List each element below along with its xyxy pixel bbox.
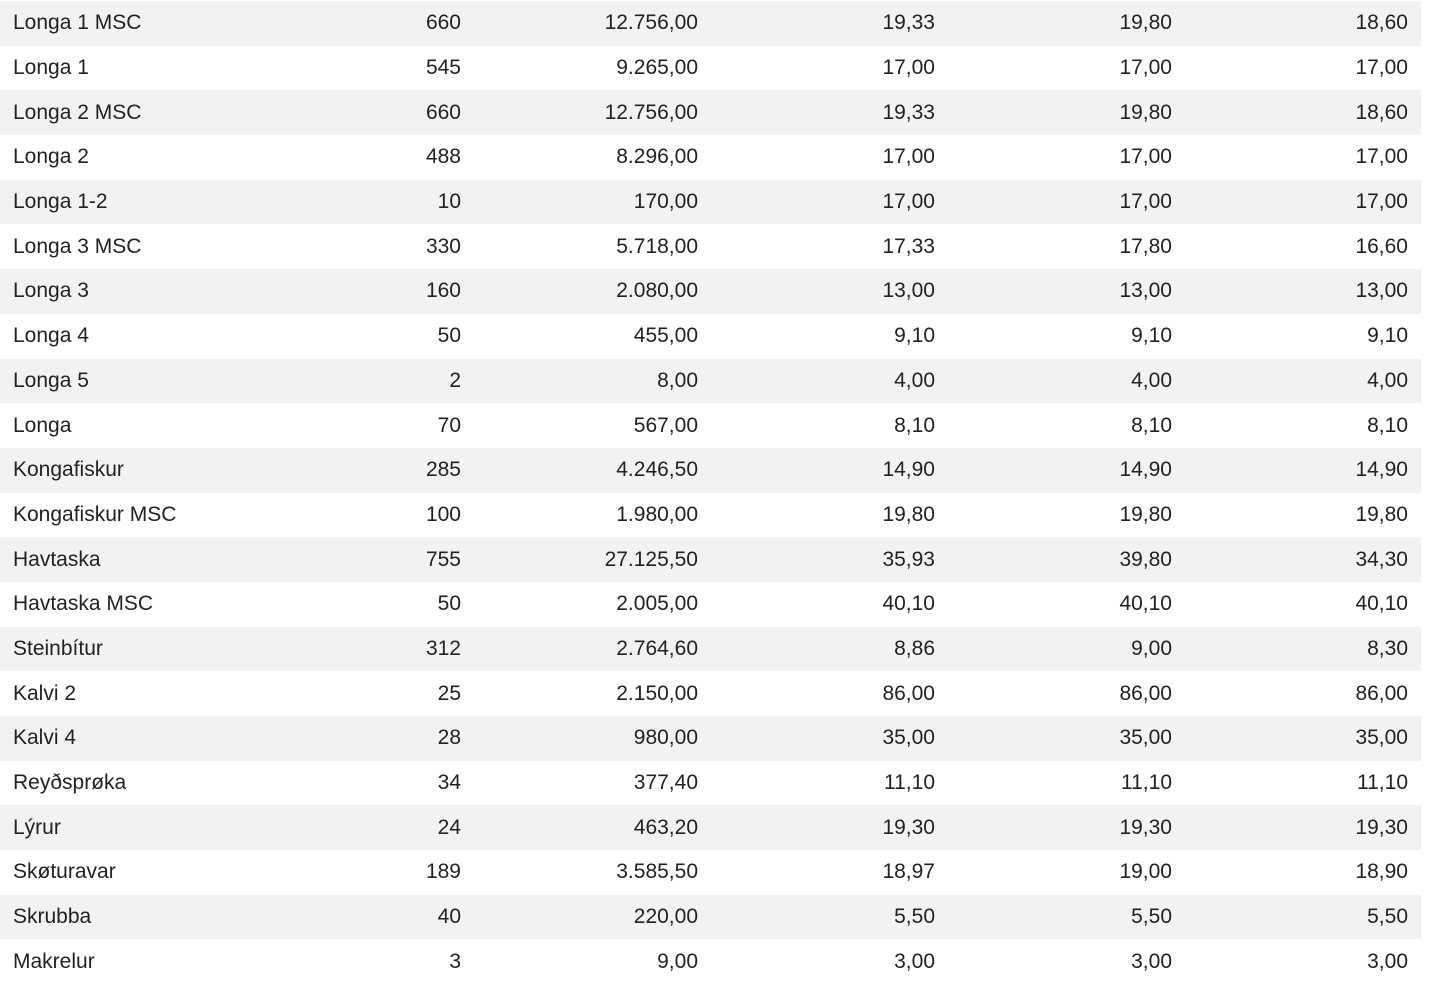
- average-price-cell: 5,50: [894, 905, 935, 929]
- max-price-cell: 17,80: [1119, 234, 1172, 258]
- average-price-cell: 18,97: [882, 860, 935, 884]
- average-price-cell: 17,00: [882, 145, 935, 169]
- min-price-cell: 5,50: [1367, 905, 1408, 929]
- total-value-cell: 170,00: [633, 190, 698, 214]
- min-price-cell: 9,10: [1367, 324, 1408, 348]
- max-price-cell: 17,00: [1119, 56, 1172, 80]
- table-row: [0, 537, 1421, 582]
- min-price-cell: 16,60: [1355, 234, 1408, 258]
- species-cell: Longa 3: [13, 279, 89, 303]
- species-cell: Longa 1-2: [13, 190, 108, 214]
- species-cell: Longa 1 MSC: [13, 11, 142, 35]
- min-price-cell: 35,00: [1355, 726, 1408, 750]
- average-price-cell: 35,93: [882, 547, 935, 571]
- species-cell: Longa 4: [13, 324, 89, 348]
- species-cell: Makrelur: [13, 949, 95, 973]
- table-row: [0, 269, 1421, 314]
- average-price-cell: 8,10: [894, 413, 935, 437]
- total-value-cell: 3.585,50: [616, 860, 698, 884]
- quantity-cell: 285: [425, 458, 461, 482]
- quantity-cell: 70: [437, 413, 461, 437]
- average-price-cell: 9,10: [894, 324, 935, 348]
- min-price-cell: 18,60: [1355, 100, 1408, 124]
- total-value-cell: 9.265,00: [616, 56, 698, 80]
- min-price-cell: 14,90: [1355, 458, 1408, 482]
- max-price-cell: 3,00: [1131, 949, 1172, 973]
- max-price-cell: 17,00: [1119, 145, 1172, 169]
- average-price-cell: 35,00: [882, 726, 935, 750]
- total-value-cell: 4.246,50: [616, 458, 698, 482]
- species-cell: Havtaska MSC: [13, 592, 154, 616]
- max-price-cell: 19,30: [1119, 815, 1172, 839]
- min-price-cell: 8,30: [1367, 636, 1408, 660]
- average-price-cell: 86,00: [882, 681, 935, 705]
- species-cell: Kongafiskur: [13, 458, 124, 482]
- species-cell: Longa 2: [13, 145, 89, 169]
- table-row: [0, 403, 1421, 448]
- species-cell: Lýrur: [13, 815, 61, 839]
- average-price-cell: 8,86: [894, 636, 935, 660]
- quantity-cell: 100: [425, 502, 461, 526]
- quantity-cell: 34: [437, 771, 461, 795]
- average-price-cell: 3,00: [894, 949, 935, 973]
- average-price-cell: 19,30: [882, 815, 935, 839]
- max-price-cell: 14,90: [1119, 458, 1172, 482]
- species-cell: Skøturavar: [13, 860, 116, 884]
- max-price-cell: 19,80: [1119, 11, 1172, 35]
- quantity-cell: 24: [437, 815, 461, 839]
- quantity-cell: 2: [449, 368, 461, 392]
- species-cell: Longa 3 MSC: [13, 234, 142, 258]
- total-value-cell: 12.756,00: [604, 100, 698, 124]
- quantity-cell: 3: [449, 949, 461, 973]
- min-price-cell: 17,00: [1355, 145, 1408, 169]
- max-price-cell: 8,10: [1131, 413, 1172, 437]
- table-row: [0, 314, 1421, 359]
- average-price-cell: 14,90: [882, 458, 935, 482]
- total-value-cell: 8,00: [657, 368, 698, 392]
- price-table-body: [0, 1, 1421, 984]
- average-price-cell: 19,80: [882, 502, 935, 526]
- quantity-cell: 189: [425, 860, 461, 884]
- quantity-cell: 10: [437, 190, 461, 214]
- quantity-cell: 50: [437, 324, 461, 348]
- max-price-cell: 39,80: [1119, 547, 1172, 571]
- average-price-cell: 19,33: [882, 11, 935, 35]
- average-price-cell: 4,00: [894, 368, 935, 392]
- species-cell: Longa 5: [13, 368, 89, 392]
- max-price-cell: 11,10: [1121, 771, 1172, 795]
- average-price-cell: 17,00: [882, 56, 935, 80]
- min-price-cell: 17,00: [1355, 190, 1408, 214]
- quantity-cell: 755: [425, 547, 461, 571]
- quantity-cell: 50: [437, 592, 461, 616]
- total-value-cell: 27.125,50: [604, 547, 698, 571]
- table-row: [0, 448, 1421, 493]
- quantity-cell: 25: [437, 681, 461, 705]
- table-row: [0, 359, 1421, 404]
- min-price-cell: 34,30: [1355, 547, 1408, 571]
- total-value-cell: 2.005,00: [616, 592, 698, 616]
- table-row: [0, 135, 1421, 180]
- max-price-cell: 5,50: [1131, 905, 1172, 929]
- total-value-cell: 1.980,00: [616, 502, 698, 526]
- max-price-cell: 4,00: [1131, 368, 1172, 392]
- table-row: [0, 1, 1421, 46]
- max-price-cell: 19,80: [1119, 502, 1172, 526]
- min-price-cell: 8,10: [1367, 413, 1408, 437]
- min-price-cell: 18,90: [1355, 860, 1408, 884]
- max-price-cell: 17,00: [1119, 190, 1172, 214]
- average-price-cell: 40,10: [882, 592, 935, 616]
- species-cell: Kalvi 4: [13, 726, 77, 750]
- average-price-cell: 13,00: [882, 279, 935, 303]
- species-cell: Longa 2 MSC: [13, 100, 142, 124]
- species-cell: Longa 1: [13, 56, 89, 80]
- total-value-cell: 5.718,00: [616, 234, 698, 258]
- average-price-cell: 17,00: [882, 190, 935, 214]
- average-price-cell: 17,33: [882, 234, 935, 258]
- quantity-cell: 660: [425, 100, 461, 124]
- species-cell: Kalvi 2: [13, 681, 77, 705]
- average-price-cell: 11,10: [884, 771, 935, 795]
- max-price-cell: 19,80: [1119, 100, 1172, 124]
- table-row: [0, 850, 1421, 895]
- price-table-container: [0, 1, 1421, 984]
- table-row: [0, 180, 1421, 225]
- min-price-cell: 86,00: [1355, 681, 1408, 705]
- quantity-cell: 312: [425, 636, 461, 660]
- table-row: [0, 90, 1421, 135]
- table-row: [0, 582, 1421, 627]
- min-price-cell: 11,10: [1357, 771, 1408, 795]
- quantity-cell: 488: [425, 145, 461, 169]
- max-price-cell: 13,00: [1119, 279, 1172, 303]
- total-value-cell: 455,00: [633, 324, 698, 348]
- table-row: [0, 627, 1421, 672]
- total-value-cell: 980,00: [633, 726, 698, 750]
- quantity-cell: 330: [425, 234, 461, 258]
- table-row: [0, 895, 1421, 940]
- table-row: [0, 224, 1421, 269]
- max-price-cell: 40,10: [1119, 592, 1172, 616]
- species-cell: Steinbítur: [13, 636, 103, 660]
- quantity-cell: 28: [437, 726, 461, 750]
- quantity-cell: 660: [425, 11, 461, 35]
- total-value-cell: 567,00: [633, 413, 698, 437]
- min-price-cell: 19,30: [1355, 815, 1408, 839]
- table-row: [0, 493, 1421, 538]
- species-cell: Kongafiskur MSC: [13, 502, 177, 526]
- total-value-cell: 463,20: [633, 815, 698, 839]
- table-row: [0, 46, 1421, 91]
- table-row: [0, 671, 1421, 716]
- species-cell: Skrubba: [13, 905, 92, 929]
- total-value-cell: 2.150,00: [616, 681, 698, 705]
- total-value-cell: 2.080,00: [616, 279, 698, 303]
- total-value-cell: 377,40: [633, 771, 698, 795]
- max-price-cell: 86,00: [1119, 681, 1172, 705]
- species-cell: Havtaska: [13, 547, 101, 571]
- quantity-cell: 160: [425, 279, 461, 303]
- table-row: [0, 716, 1421, 761]
- total-value-cell: 2.764,60: [616, 636, 698, 660]
- species-cell: Reyðsprøka: [13, 771, 127, 795]
- average-price-cell: 19,33: [882, 100, 935, 124]
- quantity-cell: 40: [437, 905, 461, 929]
- max-price-cell: 9,00: [1131, 636, 1172, 660]
- table-row: [0, 805, 1421, 850]
- min-price-cell: 3,00: [1367, 949, 1408, 973]
- max-price-cell: 9,10: [1131, 324, 1172, 348]
- total-value-cell: 8.296,00: [616, 145, 698, 169]
- min-price-cell: 19,80: [1355, 502, 1408, 526]
- min-price-cell: 4,00: [1367, 368, 1408, 392]
- min-price-cell: 13,00: [1355, 279, 1408, 303]
- min-price-cell: 40,10: [1355, 592, 1408, 616]
- table-row: [0, 939, 1421, 984]
- min-price-cell: 18,60: [1355, 11, 1408, 35]
- max-price-cell: 35,00: [1119, 726, 1172, 750]
- price-table: [0, 1, 1421, 984]
- min-price-cell: 17,00: [1355, 56, 1408, 80]
- total-value-cell: 12.756,00: [604, 11, 698, 35]
- total-value-cell: 9,00: [657, 949, 698, 973]
- table-row: [0, 761, 1421, 806]
- species-cell: Longa: [13, 413, 72, 437]
- quantity-cell: 545: [425, 56, 461, 80]
- max-price-cell: 19,00: [1119, 860, 1172, 884]
- total-value-cell: 220,00: [633, 905, 698, 929]
